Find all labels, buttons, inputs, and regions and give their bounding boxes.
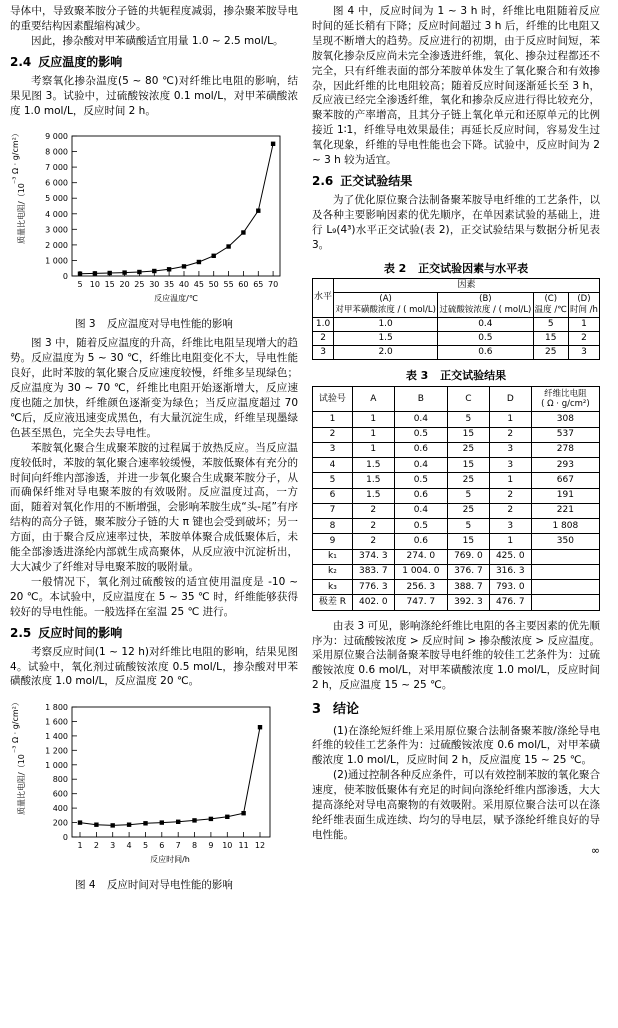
svg-text:6: 6 xyxy=(159,841,165,851)
cell: 25 xyxy=(447,442,489,457)
cell: 0.4 xyxy=(394,412,447,427)
section-title: 结论 xyxy=(333,702,360,718)
table-row xyxy=(313,427,600,442)
cell: 256. 3 xyxy=(394,580,447,595)
table-row xyxy=(313,346,600,360)
cell: 0.6 xyxy=(394,534,447,549)
cell: 316. 3 xyxy=(489,564,531,579)
cell: 2 xyxy=(568,331,599,345)
cell: 383. 7 xyxy=(352,564,394,579)
section-title: 正交试验结果 xyxy=(340,173,413,188)
cell: 1.5 xyxy=(352,473,394,488)
figure-3-xlabel: 反应温度/℃ xyxy=(154,294,198,304)
table-row xyxy=(313,595,600,610)
svg-text:600: 600 xyxy=(52,790,68,800)
svg-text:4 000: 4 000 xyxy=(45,210,68,220)
figure-3-caption xyxy=(10,317,298,332)
table-2-col-a: (A) 对甲苯磺酸浓度 / ( mol/L) xyxy=(334,293,438,317)
svg-text:400: 400 xyxy=(52,804,68,814)
cell: 191 xyxy=(531,488,599,503)
figure-3-caption-text: 反应温度对导电性能的影响 xyxy=(106,318,233,331)
cell: 9 xyxy=(313,534,353,549)
section-title: 反应时间的影响 xyxy=(38,625,123,640)
section-number: 2.4 xyxy=(10,54,32,69)
cell: 221 xyxy=(531,503,599,518)
table-2-header-factors: 因素 xyxy=(334,279,600,293)
cell: 1 xyxy=(489,534,531,549)
section-heading-2-6 xyxy=(312,173,600,190)
section-title: 反应温度的影响 xyxy=(38,54,123,69)
cell: 2 xyxy=(313,331,334,345)
cell: 1 xyxy=(313,412,353,427)
cell: 5 xyxy=(447,412,489,427)
table-row xyxy=(313,503,600,518)
table-2-col-b: (B) 过硫酸铵浓度 / ( mol/L) xyxy=(438,293,533,317)
section-heading-2-5 xyxy=(10,625,298,642)
cell: 25 xyxy=(447,473,489,488)
paragraph: 考察氧化掺杂温度(5 ~ 80 ℃)对纤维比电阻的影响，结果见图 3。试验中，过硫酸铵浓度 0.1 mol/L，对甲苯磺酸浓度 1.0 mol/L，反应时间 2 h。 xyxy=(10,74,298,117)
cell: 2 xyxy=(352,534,394,549)
svg-text:8 000: 8 000 xyxy=(45,148,68,158)
cell: 0.4 xyxy=(394,503,447,518)
svg-text:5: 5 xyxy=(77,280,83,290)
figure-3-svg xyxy=(10,124,298,314)
figure-3-ylabel-unit: ⁻³ Ω · g/cm²） xyxy=(11,129,20,185)
cell: 402. 0 xyxy=(352,595,394,610)
cell: 0.5 xyxy=(394,473,447,488)
paragraph: 图 4 中，反应时间为 1 ~ 3 h 时，纤维比电阻随着反应时间的延长稍有下降；反应时间超过 3 h 后，纤维的比电阻又呈现不断增大的趋势。反应进行的初期，由于反应时间短，苯胺氧化掺杂反应尚未完全渗透进纤维，氧化、掺杂过程都还不完全，只有纤维表面的部分苯胺单体发生了氧化聚合和有效掺杂，因此纤维的比电阻较高；随着反应时间逐渐延长至 3 h，反应液已经完全渗透纤维，氧化和掺杂反应进行得比较充分，聚苯胺的产率增高，且其分子链上氧化单元和还原单元的比例接近 1∶1，纤维导电效果最佳；再延长反应时间，容易发生过氧化现象，纤维的导电性能也会下降。试验中，反应时间为 2 ~ 3 h 较为适宜。 xyxy=(312,5,600,167)
cell: 3 xyxy=(489,442,531,457)
table-3-header-a: A xyxy=(352,387,394,412)
svg-text:11: 11 xyxy=(238,841,249,851)
svg-text:15: 15 xyxy=(104,280,115,290)
svg-text:9: 9 xyxy=(208,841,214,851)
cell: 1 xyxy=(568,317,599,331)
svg-text:0: 0 xyxy=(62,833,68,843)
svg-text:45: 45 xyxy=(193,280,204,290)
figure-4-caption-text: 反应时间对导电性能的影响 xyxy=(106,879,233,892)
cell: k₂ xyxy=(313,564,353,579)
cell: 2 xyxy=(489,488,531,503)
paragraph: 考察反应时间(1 ~ 12 h)对纤维比电阻的影响，结果见图 4。试验中，氧化剂过硫酸铵浓度 0.5 mol/L，掺杂酸对甲苯磺酸浓度 1.0 mol/L，反应温度 20 ℃。 xyxy=(10,645,298,688)
cell xyxy=(531,580,599,595)
figure-3-chart xyxy=(10,124,298,314)
paragraph: (1)在涤纶短纤维上采用原位聚合法制备聚苯胺/涤纶导电纤维的较佳工艺条件为：过硫酸铵浓度 0.6 mol/L，对甲苯磺酸浓度 1.0 mol/L，反应时间 2 h，反应温度 15 ~ 25 ℃。 xyxy=(312,724,600,767)
cell: 1.0 xyxy=(334,317,438,331)
svg-text:40: 40 xyxy=(178,280,190,290)
table-row xyxy=(313,387,600,412)
end-mark: ∞ xyxy=(590,843,600,857)
section-heading-2-4 xyxy=(10,54,298,71)
cell: 15 xyxy=(447,534,489,549)
section-number: 2.5 xyxy=(10,625,32,640)
table-row xyxy=(313,564,600,579)
table-3-header-c: C xyxy=(447,387,489,412)
cell: k₃ xyxy=(313,580,353,595)
svg-text:65: 65 xyxy=(253,280,264,290)
figure-4-series-line xyxy=(80,728,260,826)
svg-text:10: 10 xyxy=(222,841,233,851)
cell: 793. 0 xyxy=(489,580,531,595)
cell: 3 xyxy=(568,346,599,360)
figure-4-series-markers xyxy=(78,725,262,828)
cell: 0.5 xyxy=(438,331,533,345)
cell: 747. 7 xyxy=(394,595,447,610)
svg-text:10: 10 xyxy=(89,280,100,290)
table-2-caption xyxy=(312,261,600,277)
table-row xyxy=(313,331,600,345)
svg-text:2 000: 2 000 xyxy=(45,241,68,251)
section-number: 2.6 xyxy=(312,173,334,188)
svg-text:1 000: 1 000 xyxy=(45,761,68,771)
cell: 1 808 xyxy=(531,519,599,534)
svg-text:4: 4 xyxy=(126,841,132,851)
table-row xyxy=(313,519,600,534)
cell xyxy=(531,564,599,579)
cell: 5 xyxy=(533,317,568,331)
paragraph: 由表 3 可见，影响涤纶纤维比电阻的各主要因素的优先顺序为：过硫酸铵浓度 > 反应时间 > 掺杂酸浓度 > 反应温度。采用原位聚合法制备聚苯胺导电纤维的较佳工艺条件为：过硫酸铵浓度 0.6 mol/L，对甲苯磺酸浓度 1.0 mol/L，反应时间 2 h，反应温度 15 ~ 25 ℃。 xyxy=(312,619,600,692)
cell: 1.5 xyxy=(352,458,394,473)
svg-text:800: 800 xyxy=(52,775,68,785)
table-3-header-d: D xyxy=(489,387,531,412)
cell: 15 xyxy=(447,427,489,442)
svg-text:12: 12 xyxy=(254,841,266,851)
cell: 769. 0 xyxy=(447,549,489,564)
table-3-header-b: B xyxy=(394,387,447,412)
cell: 1 xyxy=(352,412,394,427)
svg-text:1: 1 xyxy=(77,841,83,851)
svg-text:5 000: 5 000 xyxy=(45,194,68,204)
table-row xyxy=(313,412,600,427)
figure-4-chart xyxy=(10,695,298,875)
cell: 0.6 xyxy=(394,488,447,503)
cell: 25 xyxy=(533,346,568,360)
cell: 1.5 xyxy=(352,488,394,503)
table-row xyxy=(313,442,600,457)
figure-3-label: 图 3 xyxy=(75,318,96,331)
paragraph: 导体中，导致聚苯胺分子链的共轭程度减弱，掺杂聚苯胺导电的重要结构因素醌缩构减少。 xyxy=(10,5,298,32)
cell: 1 xyxy=(489,412,531,427)
cell: 374. 3 xyxy=(352,549,394,564)
cell: 376. 7 xyxy=(447,564,489,579)
cell: 2 xyxy=(489,503,531,518)
cell xyxy=(531,595,599,610)
cell: 0.5 xyxy=(394,519,447,534)
cell: k₁ xyxy=(313,549,353,564)
cell: 278 xyxy=(531,442,599,457)
table-2-col-c: (C) 温度 /℃ xyxy=(533,293,568,317)
figure-3-ylabel: 质量比电阻/（10 xyxy=(17,183,26,245)
paragraph: 因此，掺杂酸对甲苯磺酸适宜用量 1.0 ~ 2.5 mol/L。 xyxy=(31,34,284,47)
figure-4-ylabel-unit: ⁻³ Ω · g/cm²） xyxy=(11,698,20,754)
cell: 3 xyxy=(313,346,334,360)
cell: 293 xyxy=(531,458,599,473)
figure-3-series-line xyxy=(80,144,273,274)
table-row xyxy=(313,549,600,564)
table-2-caption-text: 正交试验因素与水平表 xyxy=(418,261,529,275)
cell: 25 xyxy=(447,503,489,518)
svg-text:7: 7 xyxy=(175,841,181,851)
cell: 0.4 xyxy=(438,317,533,331)
cell: 1.5 xyxy=(334,331,438,345)
table-3-caption xyxy=(312,368,600,384)
table-row xyxy=(313,293,600,317)
svg-text:1 600: 1 600 xyxy=(45,717,68,727)
cell: 425. 0 xyxy=(489,549,531,564)
cell: 3 xyxy=(489,519,531,534)
cell: 0.6 xyxy=(438,346,533,360)
cell: 476. 7 xyxy=(489,595,531,610)
svg-text:2: 2 xyxy=(93,841,99,851)
svg-text:25: 25 xyxy=(134,280,145,290)
right-column xyxy=(312,4,600,897)
table-3-header-resistivity: 纤维比电阻 ( Ω · g/cm²) xyxy=(531,387,599,412)
svg-text:1 400: 1 400 xyxy=(45,732,68,742)
cell: 5 xyxy=(447,488,489,503)
cell: 1 xyxy=(352,427,394,442)
cell: 0.6 xyxy=(394,442,447,457)
cell: 274. 0 xyxy=(394,549,447,564)
cell: 392. 3 xyxy=(447,595,489,610)
cell: 2 xyxy=(489,427,531,442)
paragraph: 一般情况下，氧化剂过硫酸铵的适宜使用温度是 -10 ~ 20 ℃。本试验中，反应温度在 5 ~ 35 ℃ 时，纤维能够获得较好的导电性能。一般选择在室温 25 ℃ 进行。 xyxy=(10,575,298,618)
cell: 1 xyxy=(352,442,394,457)
cell: 2.0 xyxy=(334,346,438,360)
cell: 2 xyxy=(352,519,394,534)
section-heading-3 xyxy=(312,701,600,719)
cell: 4 xyxy=(313,458,353,473)
cell: 350 xyxy=(531,534,599,549)
section-number: 3 xyxy=(312,702,322,718)
table-3-caption-text: 正交试验结果 xyxy=(440,369,507,383)
svg-text:3 000: 3 000 xyxy=(45,225,68,235)
table-3 xyxy=(312,386,600,611)
svg-text:8: 8 xyxy=(191,841,198,851)
figure-4-xlabel: 反应时间/h xyxy=(150,855,190,865)
table-row xyxy=(313,279,600,293)
cell: 5 xyxy=(447,519,489,534)
svg-text:5: 5 xyxy=(142,841,149,851)
cell: 0.5 xyxy=(394,427,447,442)
svg-text:1 200: 1 200 xyxy=(45,746,68,756)
cell: 8 xyxy=(313,519,353,534)
cell: 15 xyxy=(533,331,568,345)
table-row xyxy=(313,317,600,331)
paragraph: 图 3 中，随着反应温度的升高，纤维比电阻呈现增大的趋势。反应温度为 5 ~ 30 ℃，纤维比电阻变化不大，导电性能良好，此时苯胺的氧化聚合反应速度较慢，纤维多呈现绿色；反应温度为 30 ~ 70 ℃，纤维比电阻开始逐渐增大，反应速度也随之加快，纤维颜色逐渐变为绿色；当反应温度超过 70 ℃后，反应液迅速变成黑色，有大量沉淀生成，纤维呈现墨绿色甚至黑色，完全失去导电性。 xyxy=(10,337,298,439)
cell: 6 xyxy=(313,488,353,503)
paragraph: 苯胺氧化聚合生成聚苯胺的过程属于放热反应。当反应温度较低时，苯胺的氧化聚合速率较缓慢，苯胺低聚体有充分的时间向纤维内部渗透，并进一步氧化聚合生成聚苯胺分子，从而确保纤维对导电聚苯胺的有效吸附。反应温度过高，一方面，随着对氧化作用的不断增强，会影响苯胺生成“头-尾”有序结构的高分子链，聚苯胺分子链的大 π 键也会受到破坏；另一方面，由于聚合反应速率过快，苯胺单体聚合成低聚体后，未能全部渗透进涤纶内部就生成高聚体，从反应液中沉淀析出，大大减少了纤维对导电聚苯胺的吸附量。 xyxy=(10,441,298,573)
table-2-label: 表 2 xyxy=(383,261,407,275)
table-2-col-d: (D) 时间 /h xyxy=(568,293,599,317)
svg-text:30: 30 xyxy=(149,280,160,290)
cell: 308 xyxy=(531,412,599,427)
svg-text:1 800: 1 800 xyxy=(45,703,68,713)
cell: 1 004. 0 xyxy=(394,564,447,579)
cell: 0.4 xyxy=(394,458,447,473)
table-2-header-level: 水平 xyxy=(313,279,334,318)
table-row xyxy=(313,458,600,473)
svg-text:60: 60 xyxy=(238,280,249,290)
svg-text:3: 3 xyxy=(110,841,116,851)
left-column xyxy=(10,4,298,897)
table-row xyxy=(313,488,600,503)
cell xyxy=(531,549,599,564)
cell: 极差 R xyxy=(313,595,353,610)
svg-text:55: 55 xyxy=(223,280,234,290)
figure-4-svg xyxy=(10,695,298,875)
table-3-header-trial: 试验号 xyxy=(313,387,353,412)
svg-text:50: 50 xyxy=(208,280,219,290)
cell: 1 xyxy=(489,473,531,488)
cell: 2 xyxy=(313,427,353,442)
table-row xyxy=(313,580,600,595)
table-row xyxy=(313,473,600,488)
cell: 667 xyxy=(531,473,599,488)
svg-text:0: 0 xyxy=(62,272,68,282)
figure-4-ylabel: 质量比电阻/（10 xyxy=(17,754,26,816)
paragraph: (2)通过控制各种反应条件，可以有效控制苯胺的氧化聚合速度，使苯胺低聚体有充足的时间向涤纶纤维内部渗透，大大提高涤纶对导电高聚物的有效吸附。采用原位聚合法可以在涤纶纤维表面生成连续、均匀的导电层，赋予涤纶纤维良好的导电性能。 xyxy=(312,769,600,841)
table-2 xyxy=(312,278,600,360)
cell: 388. 7 xyxy=(447,580,489,595)
cell: 7 xyxy=(313,503,353,518)
figure-3-series-markers xyxy=(78,142,275,276)
svg-text:1 000: 1 000 xyxy=(45,256,68,266)
cell: 2 xyxy=(352,503,394,518)
cell: 5 xyxy=(313,473,353,488)
cell: 537 xyxy=(531,427,599,442)
svg-text:70: 70 xyxy=(268,280,279,290)
figure-4-caption xyxy=(10,878,298,893)
cell: 776. 3 xyxy=(352,580,394,595)
cell: 15 xyxy=(447,458,489,473)
cell: 3 xyxy=(489,458,531,473)
figure-4-label: 图 4 xyxy=(75,879,96,892)
paragraph: 为了优化原位聚合法制备聚苯胺导电纤维的工艺条件，以及各种主要影响因素的优先顺序，在单因素试验的基础上，进行 L₉(4³)水平正交试验(表 2)，正交试验结果与数据分析见表 3。 xyxy=(312,194,600,251)
cell: 3 xyxy=(313,442,353,457)
cell: 1.0 xyxy=(313,317,334,331)
svg-text:6 000: 6 000 xyxy=(45,179,68,189)
svg-text:20: 20 xyxy=(119,280,130,290)
table-3-label: 表 3 xyxy=(405,369,429,383)
table-row xyxy=(313,534,600,549)
svg-text:35: 35 xyxy=(164,280,175,290)
svg-text:9 000: 9 000 xyxy=(45,132,68,142)
svg-text:200: 200 xyxy=(52,818,68,828)
svg-text:7 000: 7 000 xyxy=(45,163,68,173)
